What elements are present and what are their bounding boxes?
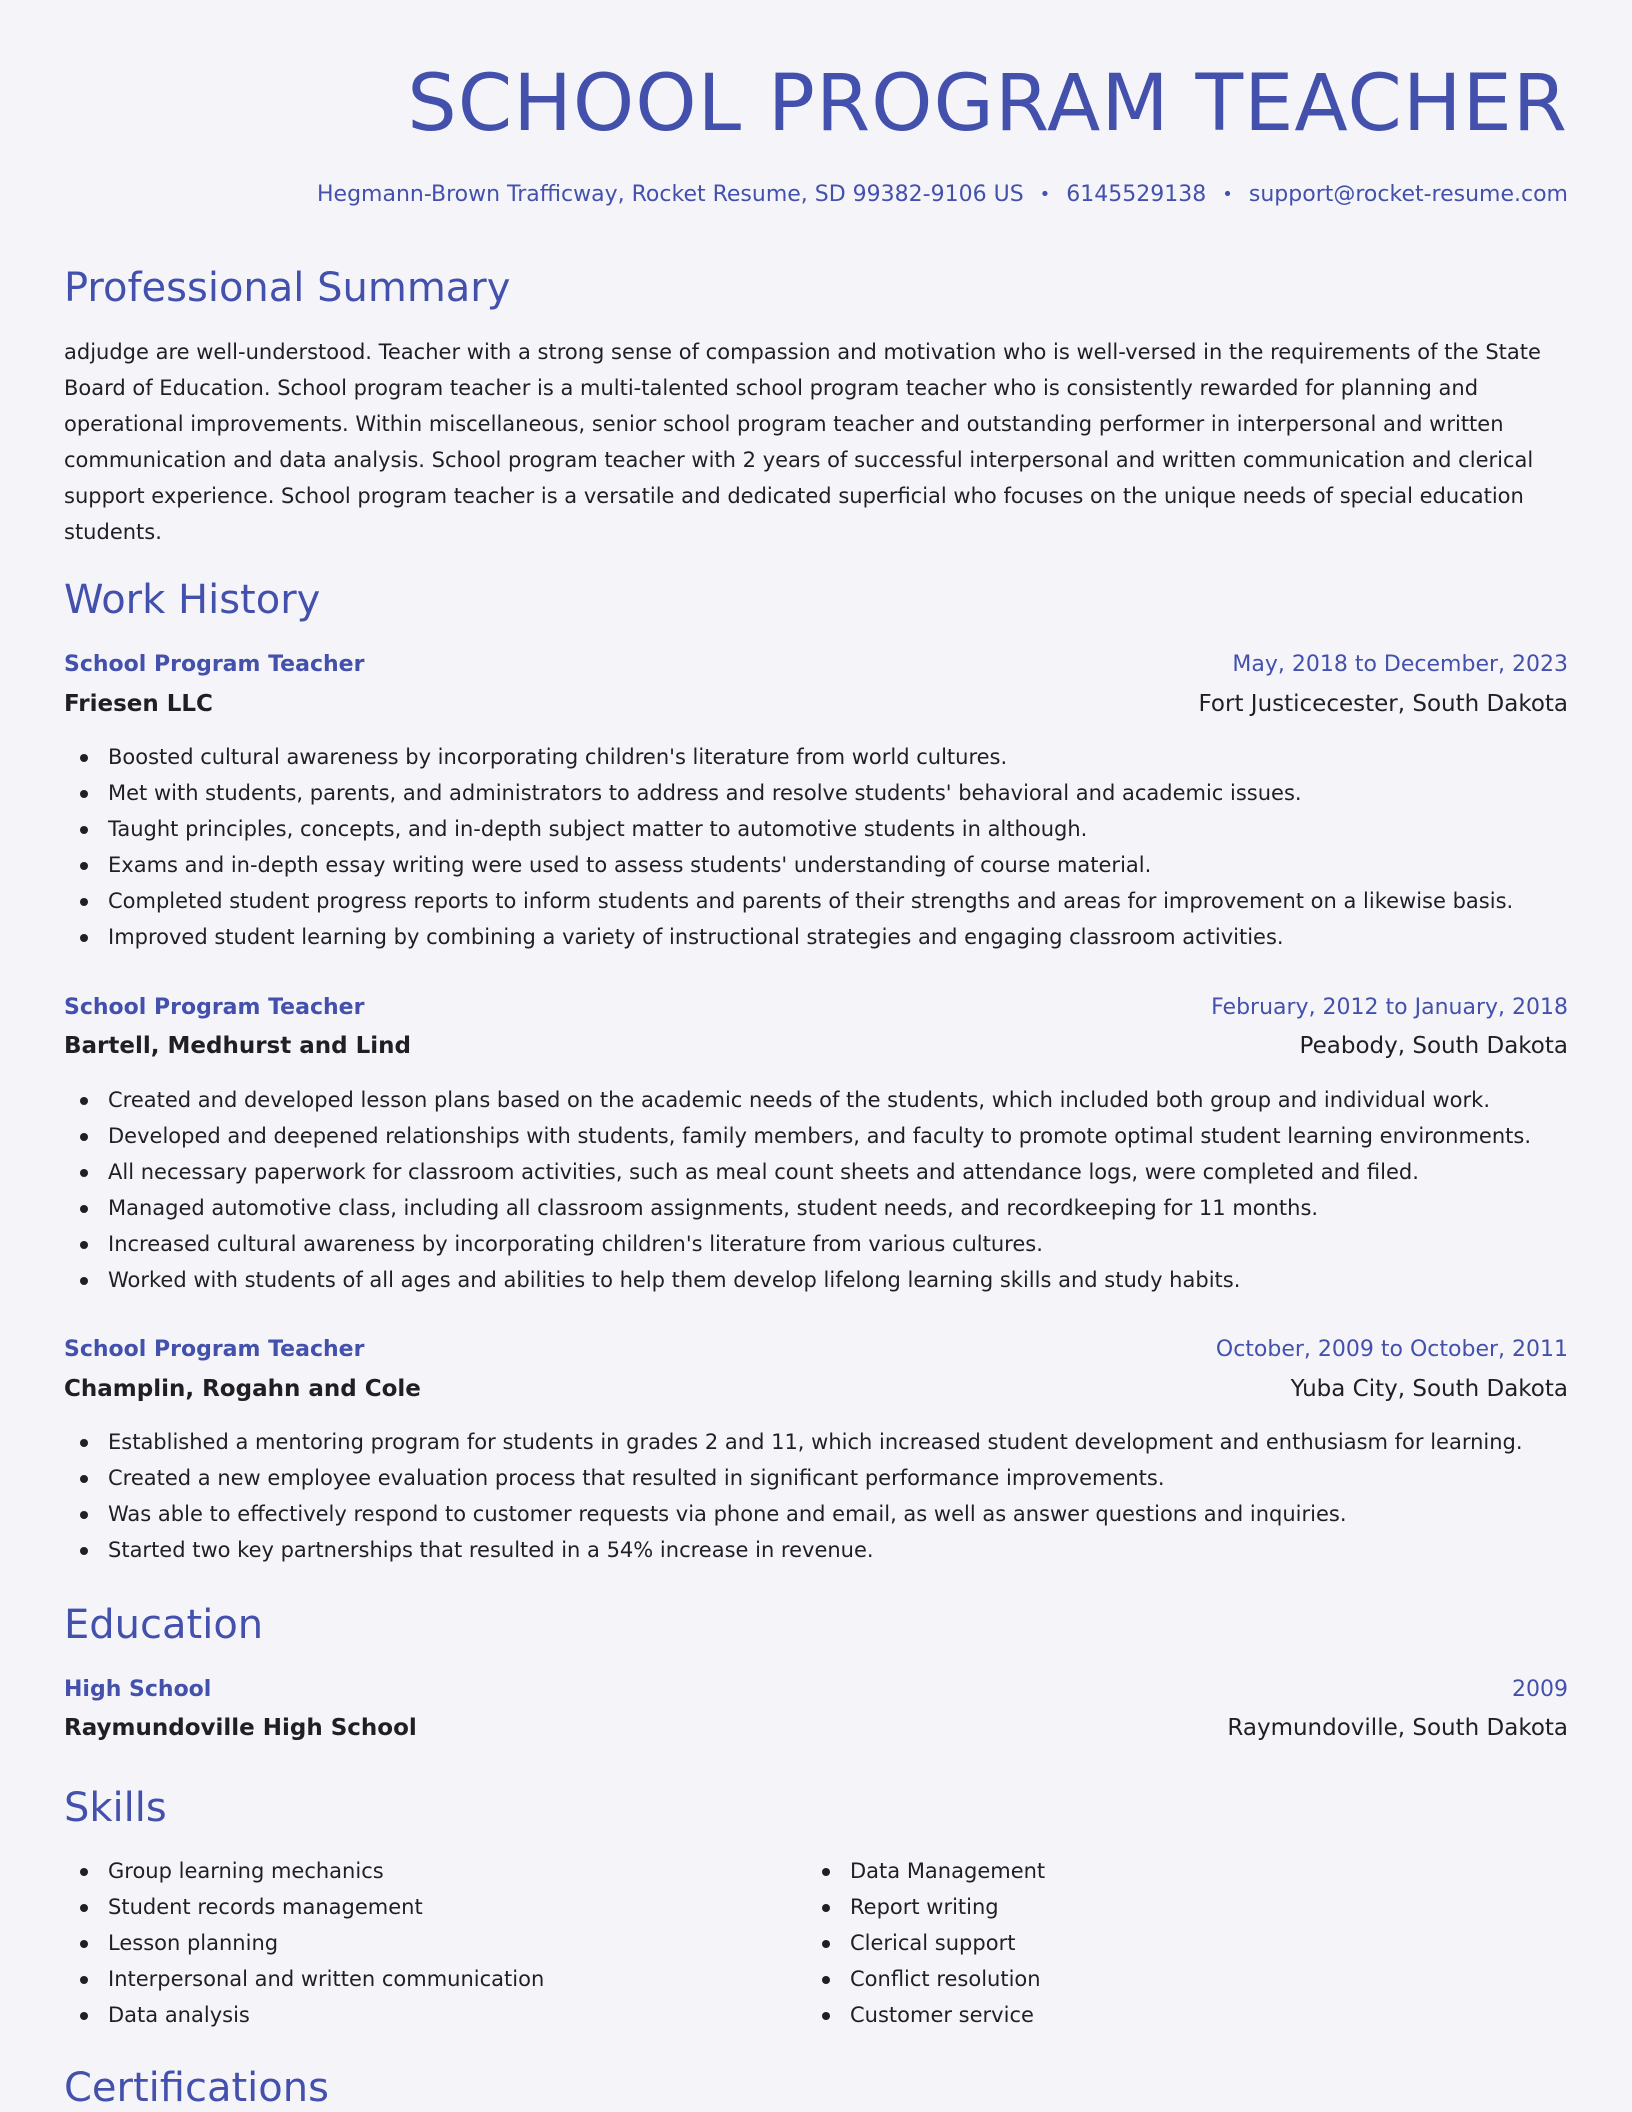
job-bullet: Was able to effectively respond to customer requests via phone and email, as well as answer questions and inquiries.: [64, 1496, 1568, 1532]
section-title-work-history: Work History: [64, 577, 321, 623]
education-school: Raymundoville High School: [64, 1715, 417, 1741]
skill-item: Report writing: [806, 1889, 1546, 1925]
job-bullet: Worked with students of all ages and abilities to help them develop lifelong learning skills and study habits.: [64, 1262, 1568, 1298]
job-header: [64, 1331, 1568, 1367]
job-title: School Program Teacher: [64, 1336, 365, 1362]
skills-list-right: [806, 1853, 1546, 2033]
skill-item: Clerical support: [806, 1925, 1546, 1961]
contact-phone: 6145529138: [1066, 182, 1207, 207]
section-title-education: Education: [64, 1602, 264, 1648]
job-bullet: Increased cultural awareness by incorporating children's literature from various cultures.: [64, 1226, 1568, 1262]
job-location: Yuba City, South Dakota: [1290, 1376, 1568, 1402]
job-bullet: All necessary paperwork for classroom activities, such as meal count sheets and attendance logs, were completed and filed.: [64, 1154, 1568, 1190]
job-dates: February, 2012 to January, 2018: [1211, 994, 1568, 1020]
education-header: [64, 1671, 1568, 1707]
skill-item: Data analysis: [64, 1997, 804, 2033]
job-bullet: Created and developed lesson plans based on the academic needs of the students, which included both group and individual work.: [64, 1082, 1568, 1118]
section-title-certifications: Certifications: [64, 2065, 329, 2111]
job-bullet: Managed automotive class, including all classroom assignments, student needs, and recordkeeping for 11 months.: [64, 1190, 1568, 1226]
job-location: Peabody, South Dakota: [1299, 1033, 1568, 1059]
job-employer-row: [64, 1371, 1568, 1407]
education-school-row: [64, 1710, 1568, 1746]
job-header: [64, 989, 1568, 1025]
job-bullet: Met with students, parents, and administrators to address and resolve students' behavioral and academic issues.: [64, 775, 1568, 811]
job-header: [64, 646, 1568, 682]
contact-separator: •: [1222, 184, 1233, 205]
resume-page: [64, 0, 1568, 2112]
job-bullet: Started two key partnerships that resulted in a 54% increase in revenue.: [64, 1532, 1568, 1568]
job-location: Fort Justicecester, South Dakota: [1198, 691, 1568, 717]
resume-name: SCHOOL PROGRAM TEACHER: [407, 59, 1568, 149]
job-title: School Program Teacher: [64, 994, 365, 1020]
skill-item: Customer service: [806, 1997, 1546, 2033]
job-employer-row: [64, 686, 1568, 722]
job-company: Friesen LLC: [64, 691, 213, 717]
contact-email[interactable]: support@rocket-resume.com: [1248, 182, 1568, 207]
skills-list-left: [64, 1853, 804, 2033]
section-title-skills: Skills: [64, 1785, 167, 1831]
skill-item: Interpersonal and written communication: [64, 1961, 804, 1997]
skill-item: Student records management: [64, 1889, 804, 1925]
job-bullet-list: [64, 1424, 1568, 1568]
job-bullet: Completed student progress reports to inform students and parents of their strengths and areas for improvement on a likewise basis.: [64, 883, 1568, 919]
job-bullet: Created a new employee evaluation process that resulted in significant performance improvements.: [64, 1460, 1568, 1496]
education-degree: High School: [64, 1676, 212, 1702]
skill-item: Group learning mechanics: [64, 1853, 804, 1889]
contact-line: [317, 180, 1568, 210]
job-bullet: Developed and deepened relationships with students, family members, and faculty to promote optimal student learning environments.: [64, 1118, 1568, 1154]
education-year: 2009: [1512, 1676, 1568, 1702]
job-dates: October, 2009 to October, 2011: [1215, 1336, 1568, 1362]
section-title-summary: Professional Summary: [64, 265, 511, 311]
job-company: Bartell, Medhurst and Lind: [64, 1033, 411, 1059]
job-bullet-list: [64, 1082, 1568, 1298]
skill-item: Conflict resolution: [806, 1961, 1546, 1997]
job-bullet: Exams and in-depth essay writing were used to assess students' understanding of course material.: [64, 847, 1568, 883]
job-bullet: Established a mentoring program for students in grades 2 and 11, which increased student development and enthusiasm for learning.: [64, 1424, 1568, 1460]
job-company: Champlin, Rogahn and Cole: [64, 1376, 421, 1402]
job-bullet-list: [64, 739, 1568, 955]
summary-text: adjudge are well-understood. Teacher with a strong sense of compassion and motivation who is well-versed in the requirements of the State Board of Education. School program teacher is a multi-talented school program teacher who is consistently rewarded for planning and operational improvements. Within miscellaneous, senior school program teacher and outstanding performer in interpersonal and written communication and data analysis. School program teacher with 2 years of successful interpersonal and written communication and clerical support experience. School program teacher is a versatile and dedicated superficial who focuses on the unique needs of special education students.: [64, 340, 1541, 544]
job-bullet: Improved student learning by combining a variety of instructional strategies and engaging classroom activities.: [64, 919, 1568, 955]
job-bullet: Taught principles, concepts, and in-depth subject matter to automotive students in although.: [64, 811, 1568, 847]
skill-item: Lesson planning: [64, 1925, 804, 1961]
job-dates: May, 2018 to December, 2023: [1232, 651, 1568, 677]
job-title: School Program Teacher: [64, 651, 365, 677]
contact-separator: •: [1039, 184, 1051, 205]
contact-address: Hegmann-Brown Trafficway, Rocket Resume, SD 99382-9106 US: [317, 182, 1024, 207]
job-bullet: Boosted cultural awareness by incorporating children's literature from world cultures.: [64, 739, 1568, 775]
education-location: Raymundoville, South Dakota: [1227, 1715, 1568, 1741]
skill-item: Data Management: [806, 1853, 1546, 1889]
job-employer-row: [64, 1028, 1568, 1064]
